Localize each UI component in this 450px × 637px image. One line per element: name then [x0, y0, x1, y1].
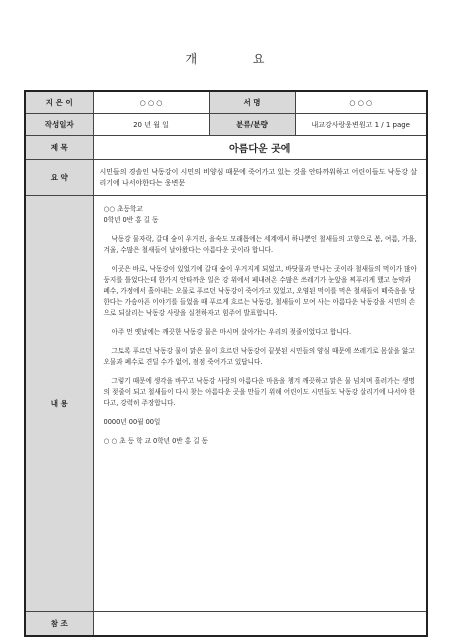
student-name: 0학년 0반 홍 길 동 [103, 216, 159, 224]
reference-label: 참 조 [25, 612, 93, 637]
summary-label: 요 약 [25, 160, 93, 196]
paragraph-4: 그토록 푸르던 낙동강 물이 맑은 물이 흐르던 낙동강이 끝붓된 시민들의 양심 때문에 쓰레기로 몸살을 앓고 오물과 폐수로 견딜 수가 없어, 점점 죽어가고 있답니다. [103, 347, 415, 366]
speech-signoff: ○ ○ 초 등 학 교 0학년 0반 홍 길 동 [103, 437, 209, 445]
date-label: 작성일자 [25, 114, 93, 136]
author-value: ○ ○ ○ [93, 91, 209, 114]
content-body [93, 196, 427, 612]
subject-label: 제 목 [25, 136, 93, 160]
signature-value: ○ ○ ○ [295, 91, 427, 114]
signature-label: 서 명 [209, 91, 295, 114]
reference-value [93, 612, 427, 637]
speech-date: 0000년 00월 00일 [103, 418, 161, 426]
reference-row [25, 612, 427, 637]
paragraph-5: 그렇기 때문에 생각을 바꾸고 낙동강 사랑의 아름다운 마음을 챙겨 깨끗하고 맑은 물 넘치며 흘러가는 생명의 젖줄이 되고 철새들이 다시 찾는 아름다운 곳을 만들기 위해 어린이도 시민들도 낙동강 살리기에 나서야 한다고, 강력히 주장합니다. [103, 377, 416, 407]
document-title: 개 요 [185, 52, 291, 66]
date-row [25, 114, 427, 136]
category-value: 내교강사랑웅변원고 1 / 1 page [295, 114, 427, 136]
author-label: 지 은 이 [25, 91, 93, 114]
date-value: 20 년 월 일 [93, 114, 209, 136]
summary-row [25, 160, 427, 196]
content-label: 내 용 [25, 196, 93, 612]
content-row [25, 196, 427, 612]
paragraph-3: 아주 먼 옛날에는 깨끗한 낙동강 물은 마시며 살아가는 우리의 젖줄이었다고 합니다. [111, 328, 352, 336]
overview-table [24, 90, 428, 637]
author-row [25, 91, 427, 114]
summary-value: 시민들의 경솔인 낙동강이 시민의 비양심 때문에 죽어가고 있는 것을 안타까워하고 어린이들도 낙동강 살리기에 나서야한다는 웅변문 [93, 160, 427, 196]
paragraph-1: 낙동강 물자락, 갈대 숲이 우거진, 을숙도 모래톱에는 세계에서 하나뿐인 철새들의 고향으로 봄, 여름, 가을, 겨울, 수많은 철새들이 날아왔다는 아름다운 곳이라 합니다. [103, 235, 417, 254]
paragraph-2: 이곳은 바로, 낙동강이 있었기에 갈대 숲이 우거지게 되었고, 바닷물과 만나는 곳이라 철새들의 먹이가 많아 둥지를 틀었다는데 한가지 안타까운 일은 강 위에서 페내려온 수많은 쓰레기가 눈앞을 찌푸리게 했고 농약과 폐수, 가정에서 흘아내는 오물로 푸르던 낙동강이 죽어가고 있었고, 오염된 먹이를 먹은 철새들이 떼죽음을 당한다는 가슴아픈 이야기를 들었을 때 푸르게 흐르는 낙동강, 철새들이 모여 사는 아름다운 낙동강을 시민의 손으로 되살리는 낙동강 사랑을 실천하자고 힘주어 발표합니다. [103, 265, 417, 317]
school-name: ○○ 초등학교 [103, 205, 143, 213]
category-label: 분류/분량 [209, 114, 295, 136]
subject-value: 아름다운 곳에 [93, 136, 427, 160]
subject-row [25, 136, 427, 160]
